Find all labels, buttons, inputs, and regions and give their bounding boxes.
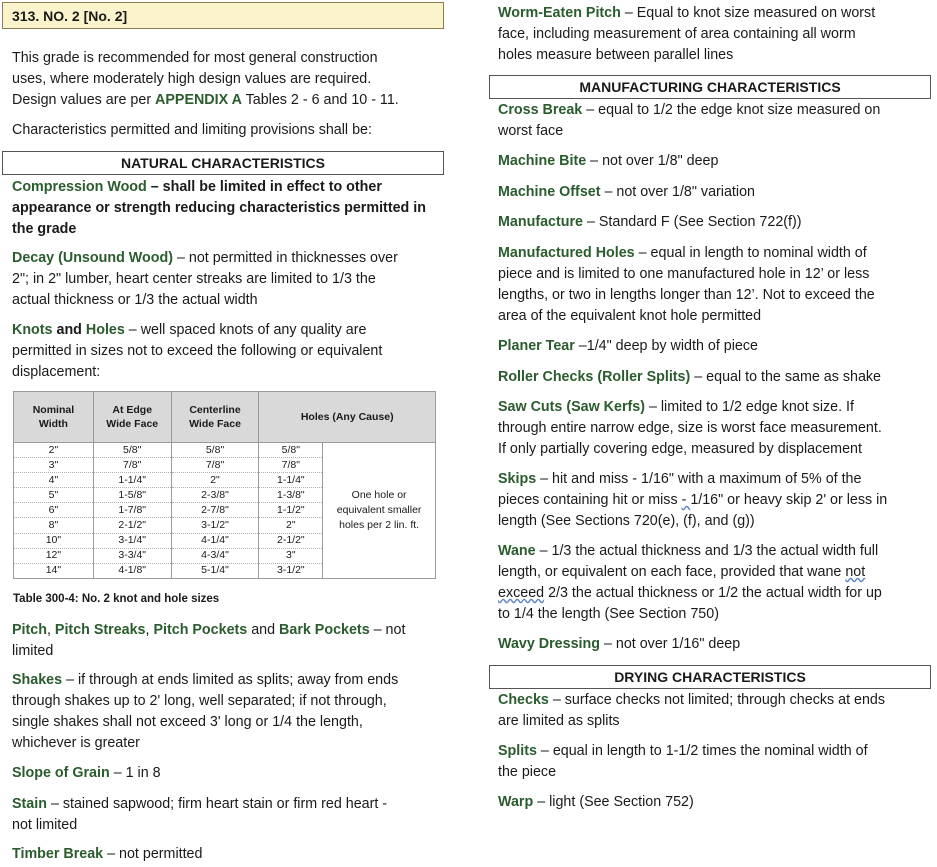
table-row: 5" 1-5/8" 2-3/8" 1-3/8": [14, 488, 436, 503]
section-title: 313. NO. 2 [No. 2]: [2, 2, 444, 29]
stain-entry: Stain – stained sapwood; firm heart stain or firm red heart - not limited: [12, 796, 388, 833]
checks-entry: Checks – surface checks not limited; through checks at ends are limited as splits: [498, 692, 886, 729]
appendix-link[interactable]: APPENDIX A: [155, 92, 242, 108]
table-caption: Table 300-4: No. 2 knot and hole sizes: [13, 593, 220, 605]
compression-wood-entry: Compression Wood – shall be limited in effect to other appearance or strength reducing characteristics permitted in the grade: [12, 179, 426, 237]
shakes-entry: Shakes – if through at ends limited as splits; away from ends through shakes up to 2' long, well separated; if not through, single shakes shall not exceed 3' long or 1/4 the length, whichever is greater: [12, 672, 399, 751]
drying-characteristics-header: DRYING CHARACTERISTICS: [489, 665, 931, 689]
table-row: 12" 3-3/4" 4-3/4" 3": [14, 548, 436, 563]
decay-entry: Decay (Unsound Wood) – not permitted in thicknesses over 2"; in 2" lumber, heart center streaks are limited to 1/3 the actual thickness or 1/3 the actual width: [12, 250, 398, 308]
holes-note: One hole or equivalent smaller holes per 2 lin. ft.: [323, 443, 436, 579]
planer-tear-entry: Planer Tear –1/4" deep by width of piece: [498, 338, 758, 354]
cross-break-entry: Cross Break – equal to 1/2 the edge knot size measured on worst face: [498, 102, 881, 139]
roller-checks-entry: Roller Checks (Roller Splits) – equal to the same as shake: [498, 369, 882, 385]
natural-characteristics-header: NATURAL CHARACTERISTICS: [2, 151, 444, 175]
col-header-centerline: Centerline Wide Face: [171, 392, 259, 443]
skips-entry: Skips – hit and miss - 1/16" with a maximum of 5% of the pieces containing hit or miss - 1/16" or heavy skip 2' or less in length (See Sections 720(e), (f), and (g)): [498, 471, 888, 529]
timber-break-entry: Timber Break – not permitted: [12, 846, 203, 862]
table-row: 14" 4-1/8" 5-1/4" 3-1/2": [14, 563, 436, 578]
col-header-holes: Holes (Any Cause): [259, 392, 436, 443]
saw-cuts-entry: Saw Cuts (Saw Kerfs) – limited to 1/2 edge knot size. If through entire narrow edge, size is worst face measurement. If only partially covering edge, measured by displacement: [498, 399, 882, 457]
manufacture-entry: Manufacture – Standard F (See Section 722(f)): [498, 214, 802, 230]
table-row: 4" 1-1/4" 2" 1-1/4": [14, 473, 436, 488]
splits-entry: Splits – equal in length to 1-1/2 times the nominal width of the piece: [498, 743, 868, 780]
knot-hole-table: [13, 391, 436, 579]
provisions-text: Characteristics permitted and limiting provisions shall be:: [12, 122, 372, 138]
machine-offset-entry: Machine Offset – not over 1/8" variation: [498, 184, 755, 200]
knots-holes-entry: Knots and Holes – well spaced knots of any quality are permitted in sizes not to exceed the following or equivalent displacement:: [12, 322, 383, 380]
manufacturing-characteristics-header: MANUFACTURING CHARACTERISTICS: [489, 75, 931, 99]
pitch-entry: Pitch, Pitch Streaks, Pitch Pockets and Bark Pockets – not limited: [12, 622, 406, 659]
intro-paragraph: This grade is recommended for most general construction uses, where moderately high design values are required. Design values are per APPENDIX A Tables 2 - 6 and 10 - 11.: [12, 50, 399, 108]
worm-eaten-pitch-entry: Worm-Eaten Pitch – Equal to knot size measured on worst face, including measurement of area containing all worm holes measure between parallel lines: [498, 5, 876, 63]
table-row: 10" 3-1/4" 4-1/4" 2-1/2": [14, 533, 436, 548]
wavy-dressing-entry: Wavy Dressing – not over 1/16" deep: [498, 636, 741, 652]
col-header-nominal-width: Nominal Width: [14, 392, 94, 443]
wane-entry: Wane – 1/3 the actual thickness and 1/3 the actual width full length, or equivalent on each face, provided that wane not exceed 2/3 the actual thickness or 1/2 the actual width for up to 1/4 the length (See Section 750): [498, 543, 882, 622]
table-row: 8" 2-1/2" 3-1/2" 2": [14, 518, 436, 533]
warp-entry: Warp – light (See Section 752): [498, 794, 694, 810]
table-row: 6" 1-7/8" 2-7/8" 1-1/2": [14, 503, 436, 518]
table-row: 2" 5/8" 5/8" 5/8" One hole or equivalent smaller holes per 2 lin. ft.: [14, 443, 436, 458]
col-header-at-edge: At Edge Wide Face: [93, 392, 171, 443]
manufactured-holes-entry: Manufactured Holes – equal in length to nominal width of piece and is limited to one manufactured hole in 12’ or less lengths, or two in lengths longer than 12’. Not to exceed the area of the equivalent knot hole permitted: [498, 245, 875, 324]
table-row: 3" 7/8" 7/8" 7/8": [14, 458, 436, 473]
machine-bite-entry: Machine Bite – not over 1/8" deep: [498, 153, 719, 169]
slope-of-grain-entry: Slope of Grain – 1 in 8: [12, 765, 161, 781]
